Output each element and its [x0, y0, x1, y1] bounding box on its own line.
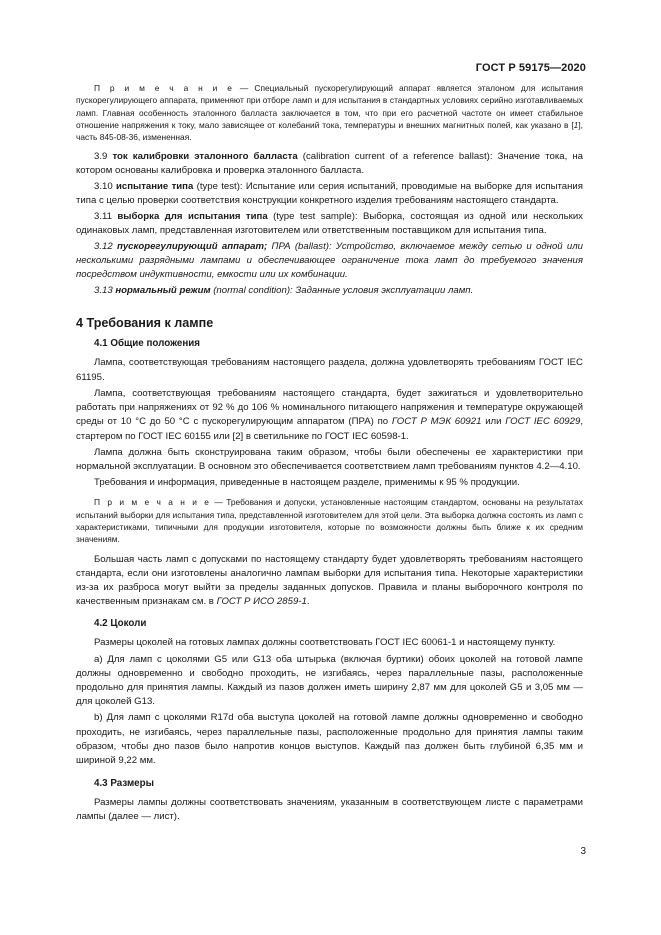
paragraph: Требования и информация, приведенные в настоящем разделе, применимы к 95 % продукции. [94, 477, 520, 489]
section-4-heading: 4 Требования к лампе [76, 316, 214, 331]
list-item: а) Для ламп с цоколями G5 или G13 оба штырька (включая буртики) обоих цоколей на готовой лампе должны одновременно и свободно проходить, не изгибаясь, через параллельные пазы, расположенные продольно для принятия лампы. Каждый из пазов должен иметь ширину 2,87 мм для цоколей G5 и 3,05 мм — для цоколей G13. [76, 653, 583, 708]
term: ток калибровки эталонного балласта [112, 151, 298, 163]
term: пускорегулирующий аппарат; [116, 241, 268, 253]
paragraph: Лампа должна быть сконструирована таким образом, чтобы были обеспечены ее характеристики при нормальной эксплуатации. В основном это обеспечивается соответствием ламп требованиям пунктов 4.2—4.10. [76, 446, 583, 472]
note-label: П р и м е ч а н и е [94, 497, 211, 508]
list-item: b) Для ламп с цоколями R17d оба выступа цоколей на готовой лампе должны одновременно и свободно проходить, не изгибаясь, через параллельные пазы, расположенные продольно для принятия лампы таким образом, чтобы дно пазов было напротив концов выступов. Каждый паз должен быть глубиной 6,35 мм и шириной 9,22 мм. [76, 712, 583, 766]
subsection-4-2-heading: 4.2 Цоколи [94, 618, 147, 630]
paragraph: Лампа, соответствующая требованиям настоящего раздела, должна удовлетворять требованиям ГОСТ IEC 61195. [76, 357, 583, 383]
bibliography-ref: 1 [573, 119, 579, 130]
definition-3-9: 3.9 ток калибровки эталонного балласта (calibration current of a reference ballast): Значение тока, на котором основаны калибровка и проверка эталонного балласта. [76, 151, 583, 177]
paragraph: Размеры лампы должны соответствовать значениям, указанным в соответствующем листе с параметрами лампы (далее — лист). [76, 797, 583, 823]
subsection-4-3-heading: 4.3 Размеры [94, 778, 154, 790]
note-paragraph: П р и м е ч а н и е — Специальный пускорегулирующий аппарат является эталоном для испытания пускорегулирующего аппарата, применяют при отборе ламп и для испытания в стандартных условиях серийно изготавливаемых ламп. Главная особенность эталонного балласта заключается в том, что при его расчетной частоте он имеет стабильное отношение напряжения к току, мало зависящее от колебаний тока, температуры и внешних магнитных полей, как указано в [1], часть 845-08-36, измененная. [76, 83, 584, 143]
note-paragraph: П р и м е ч а н и е — Требования и допуски, установленные настоящим стандартом, основаны на результатах испытаний выборки для испытания типа, представленной изготовителем для этой цели. Эта выборка должна состоять из ламп с характеристиками, типичными для продукции изготовителя, которые по возможности должны быть ближе к их средним значениям. [76, 497, 583, 545]
subsection-4-1-heading: 4.1 Общие положения [94, 338, 201, 350]
page-number: 3 [580, 846, 586, 857]
definition-3-11: 3.11 выборка для испытания типа (type test sample): Выборка, состоящая из одной или нескольких одинаковых ламп, представленная изготовителем или ответственным поставщиком для испытания типа. [76, 211, 583, 237]
paragraph: Размеры цоколей на готовых лампах должны соответствовать ГОСТ IEC 60061-1 и настоящему пункту. [94, 637, 556, 649]
standard-ref: ГОСТ IEC 60929 [505, 416, 581, 428]
definition-3-12: 3.12 пускорегулирующий аппарат; ПРА (ballast): Устройство, включаемое между сетью и одной или несколькими разрядными лампами и обеспечивающее ограничение тока ламп до требуемого значения посредством индуктивности, емкости или их комбинации. [76, 241, 583, 281]
note-label: П р и м е ч а н и е [94, 83, 234, 93]
term: испытание типа [115, 181, 194, 193]
page-content [76, 82, 583, 827]
standard-ref: ГОСТ Р МЭК 60921 [391, 416, 482, 428]
standard-ref: ГОСТ Р ИСО 2859-1 [216, 596, 307, 608]
document-code-header: ГОСТ Р 59175—2020 [475, 62, 586, 74]
definition-3-13: 3.13 нормальный режим (normal condition): Заданные условия эксплуатации ламп. [94, 285, 474, 297]
term: выборка для испытания типа [117, 211, 268, 223]
definition-3-10: 3.10 испытание типа (type test): Испытание или серия испытаний, проводимые на выборке для испытания типа с целью проверки соответствия конструкции конкретного изделия требованиям настоящего стандарта. [76, 181, 583, 207]
paragraph: Большая часть ламп с допусками по настоящему стандарту будет удовлетворять требованиям настоящего стандарта, если они изготовлены аналогично лампам выборки для испытания типа. Некоторые характеристики из-за их разброса могут выйти за пределы заданных допусков. Правила и планы выборочного контроля по качественным признакам см. в ГОСТ Р ИСО 2859-1. [76, 553, 583, 608]
term: нормальный режим [115, 285, 211, 297]
paragraph: Лампа, соответствующая требованиям настоящего стандарта, будет зажигаться и удовлетворительно работать при напряжениях от 92 % до 106 % номинального питающего напряжения и температуре окружающей среды от 10 °С до 50 °С с пускорегулирующим аппаратом (ПРА) по ГОСТ Р МЭК 60921 или ГОСТ IEC 60929, стартером по ГОСТ IEC 60155 или [2] в светильнике по ГОСТ IEC 60598-1. [76, 387, 583, 442]
